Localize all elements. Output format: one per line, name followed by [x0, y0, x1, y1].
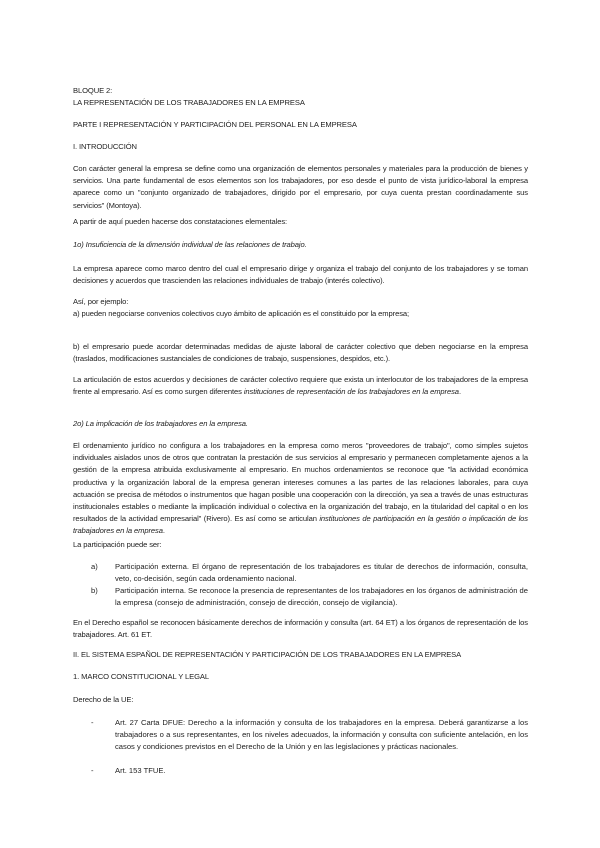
- intro-paragraph: Con carácter general la empresa se define como una organización de elementos personales y materiales para la producción de bienes y servicios. Una parte fundamental de esos elementos son los trabajadores, por eso desde el punto de vista jurídico-laboral la empresa aparece como un "conjunto organizado de trabajadores, dirigido por el empresario, por cuya cuenta prestan coordinadamente sus servicios" (Montoya).: [73, 164, 528, 210]
- example-label: Así, por ejemplo:: [73, 297, 129, 306]
- ordenamiento-paragraph: [73, 440, 528, 538]
- eu-item-art27: Art. 27 Carta DFUE: Derecho a la información y consulta de los trabajadores en la empresa. Deberá garantizarse a los trabajadores o a sus representantes, en los niveles adecuados, la información y consulta con suficiente antelación, en los casos y condiciones previstos en el Derecho de la Unión y en las legislaciones y prácticas nacionales.: [115, 718, 528, 752]
- intro-heading: I. INTRODUCCIÓN: [73, 142, 137, 151]
- participation-external: Participación externa. El órgano de representación de los trabajadores es titular de derechos de información, consulta, veto, co-decisión, según cada ordenamiento nacional.: [115, 562, 528, 584]
- block-label: BLOQUE 2:: [73, 86, 113, 95]
- marco-heading: 1. MARCO CONSTITUCIONAL Y LEGAL: [73, 672, 210, 681]
- articulacion-end: .: [458, 387, 461, 397]
- articulacion-paragraph: [73, 374, 528, 398]
- point-1-title: [73, 239, 528, 251]
- list-marker-b: b): [91, 586, 98, 595]
- articulacion-emphasis: instituciones de representación de los trabajadores en la empresa: [243, 387, 459, 397]
- point-1-title-text: 1o) Insuficiencia de la dimensión individual de las relaciones de trabajo.: [73, 240, 307, 249]
- example-a: a) pueden negociarse convenios colectivos cuyo ámbito de aplicación es el constituido por la empresa;: [73, 309, 410, 318]
- bullet-2: -: [91, 766, 94, 775]
- block-title: LA REPRESENTACIÓN DE LOS TRABAJADORES EN LA EMPRESA: [73, 98, 305, 107]
- point-2-title-text: 2o) La implicación de los trabajadores en la empresa.: [73, 419, 248, 428]
- ordenamiento-text: El ordenamiento jurídico no configura a los trabajadores en la empresa como meros "proveedores de trabajo", como simples sujetos individuales aislados unos de otros que contratan la prestación de sus servicios al empresario y permanecen completamente ajenos a la gestión de la empresa atribuida exclusivamente al empresario. En muchos ordenamientos se reconoce que "la actividad económica productiva y la organización laboral de la empresa generan intereses comunes a las partes de las relaciones laborales, para cuya actuación se precisa de métodos o instrumentos que hagan posible una cooperación con la dirección, ya sea a través de unas estructuras institucionales estables o mediante la implicación individual o colectiva en la organización del trabajo, en la titularidad del capital o en los resultados de la actividad empresarial" (Rivero). Es así como se articulan: [73, 441, 528, 524]
- eu-law-label: Derecho de la UE:: [73, 695, 134, 704]
- ordenamiento-emphasis: instituciones de participación en la gestión o implicación de los trabajadores en la empresa: [73, 514, 528, 536]
- constataciones-paragraph: A partir de aquí pueden hacerse dos constataciones elementales:: [73, 217, 288, 226]
- section-2-heading: II. EL SISTEMA ESPAÑOL DE REPRESENTACIÓN Y PARTICIPACIÓN DE LOS TRABAJADORES EN LA EMPRESA: [73, 650, 462, 659]
- participacion-label: La participación puede ser:: [73, 540, 162, 549]
- spanish-law-paragraph: En el Derecho español se reconocen básicamente derechos de información y consulta (art. 64 ET) a los órganos de representación de los trabajadores. Art. 61 ET.: [73, 618, 528, 640]
- ordenamiento-end: .: [162, 526, 165, 536]
- list-marker-a: a): [91, 562, 98, 571]
- participation-internal: Participación interna. Se reconoce la presencia de representantes de los trabajadores en los órganos de administración de la empresa (consejo de administración, consejo de dirección, consejo de vigilancia).: [115, 586, 528, 608]
- example-b: b) el empresario puede acordar determinadas medidas de ajuste laboral de carácter colectivo que deben negociarse en la empresa (traslados, modificaciones sustanciales de condiciones de trabajo, suspensiones, despidos, etc.).: [73, 342, 528, 364]
- bullet-1: -: [91, 718, 94, 727]
- articulacion-text: La articulación de estos acuerdos y decisiones de carácter colectivo requiere que exista un interlocutor de los trabajadores de la empresa frente al empresario. Así es como surgen diferentes: [73, 375, 528, 397]
- point-1-paragraph: La empresa aparece como marco dentro del cual el empresario dirige y organiza el trabajo del conjunto de los trabajadores y se toman decisiones y acuerdos que trascienden las relaciones individuales de trabajo (interés colectivo).: [73, 264, 528, 286]
- part-heading: PARTE I REPRESENTACIÓN Y PARTICIPACIÓN DEL PERSONAL EN LA EMPRESA: [73, 120, 357, 129]
- eu-item-art153: Art. 153 TFUE.: [115, 766, 166, 775]
- point-2-title: [73, 418, 528, 430]
